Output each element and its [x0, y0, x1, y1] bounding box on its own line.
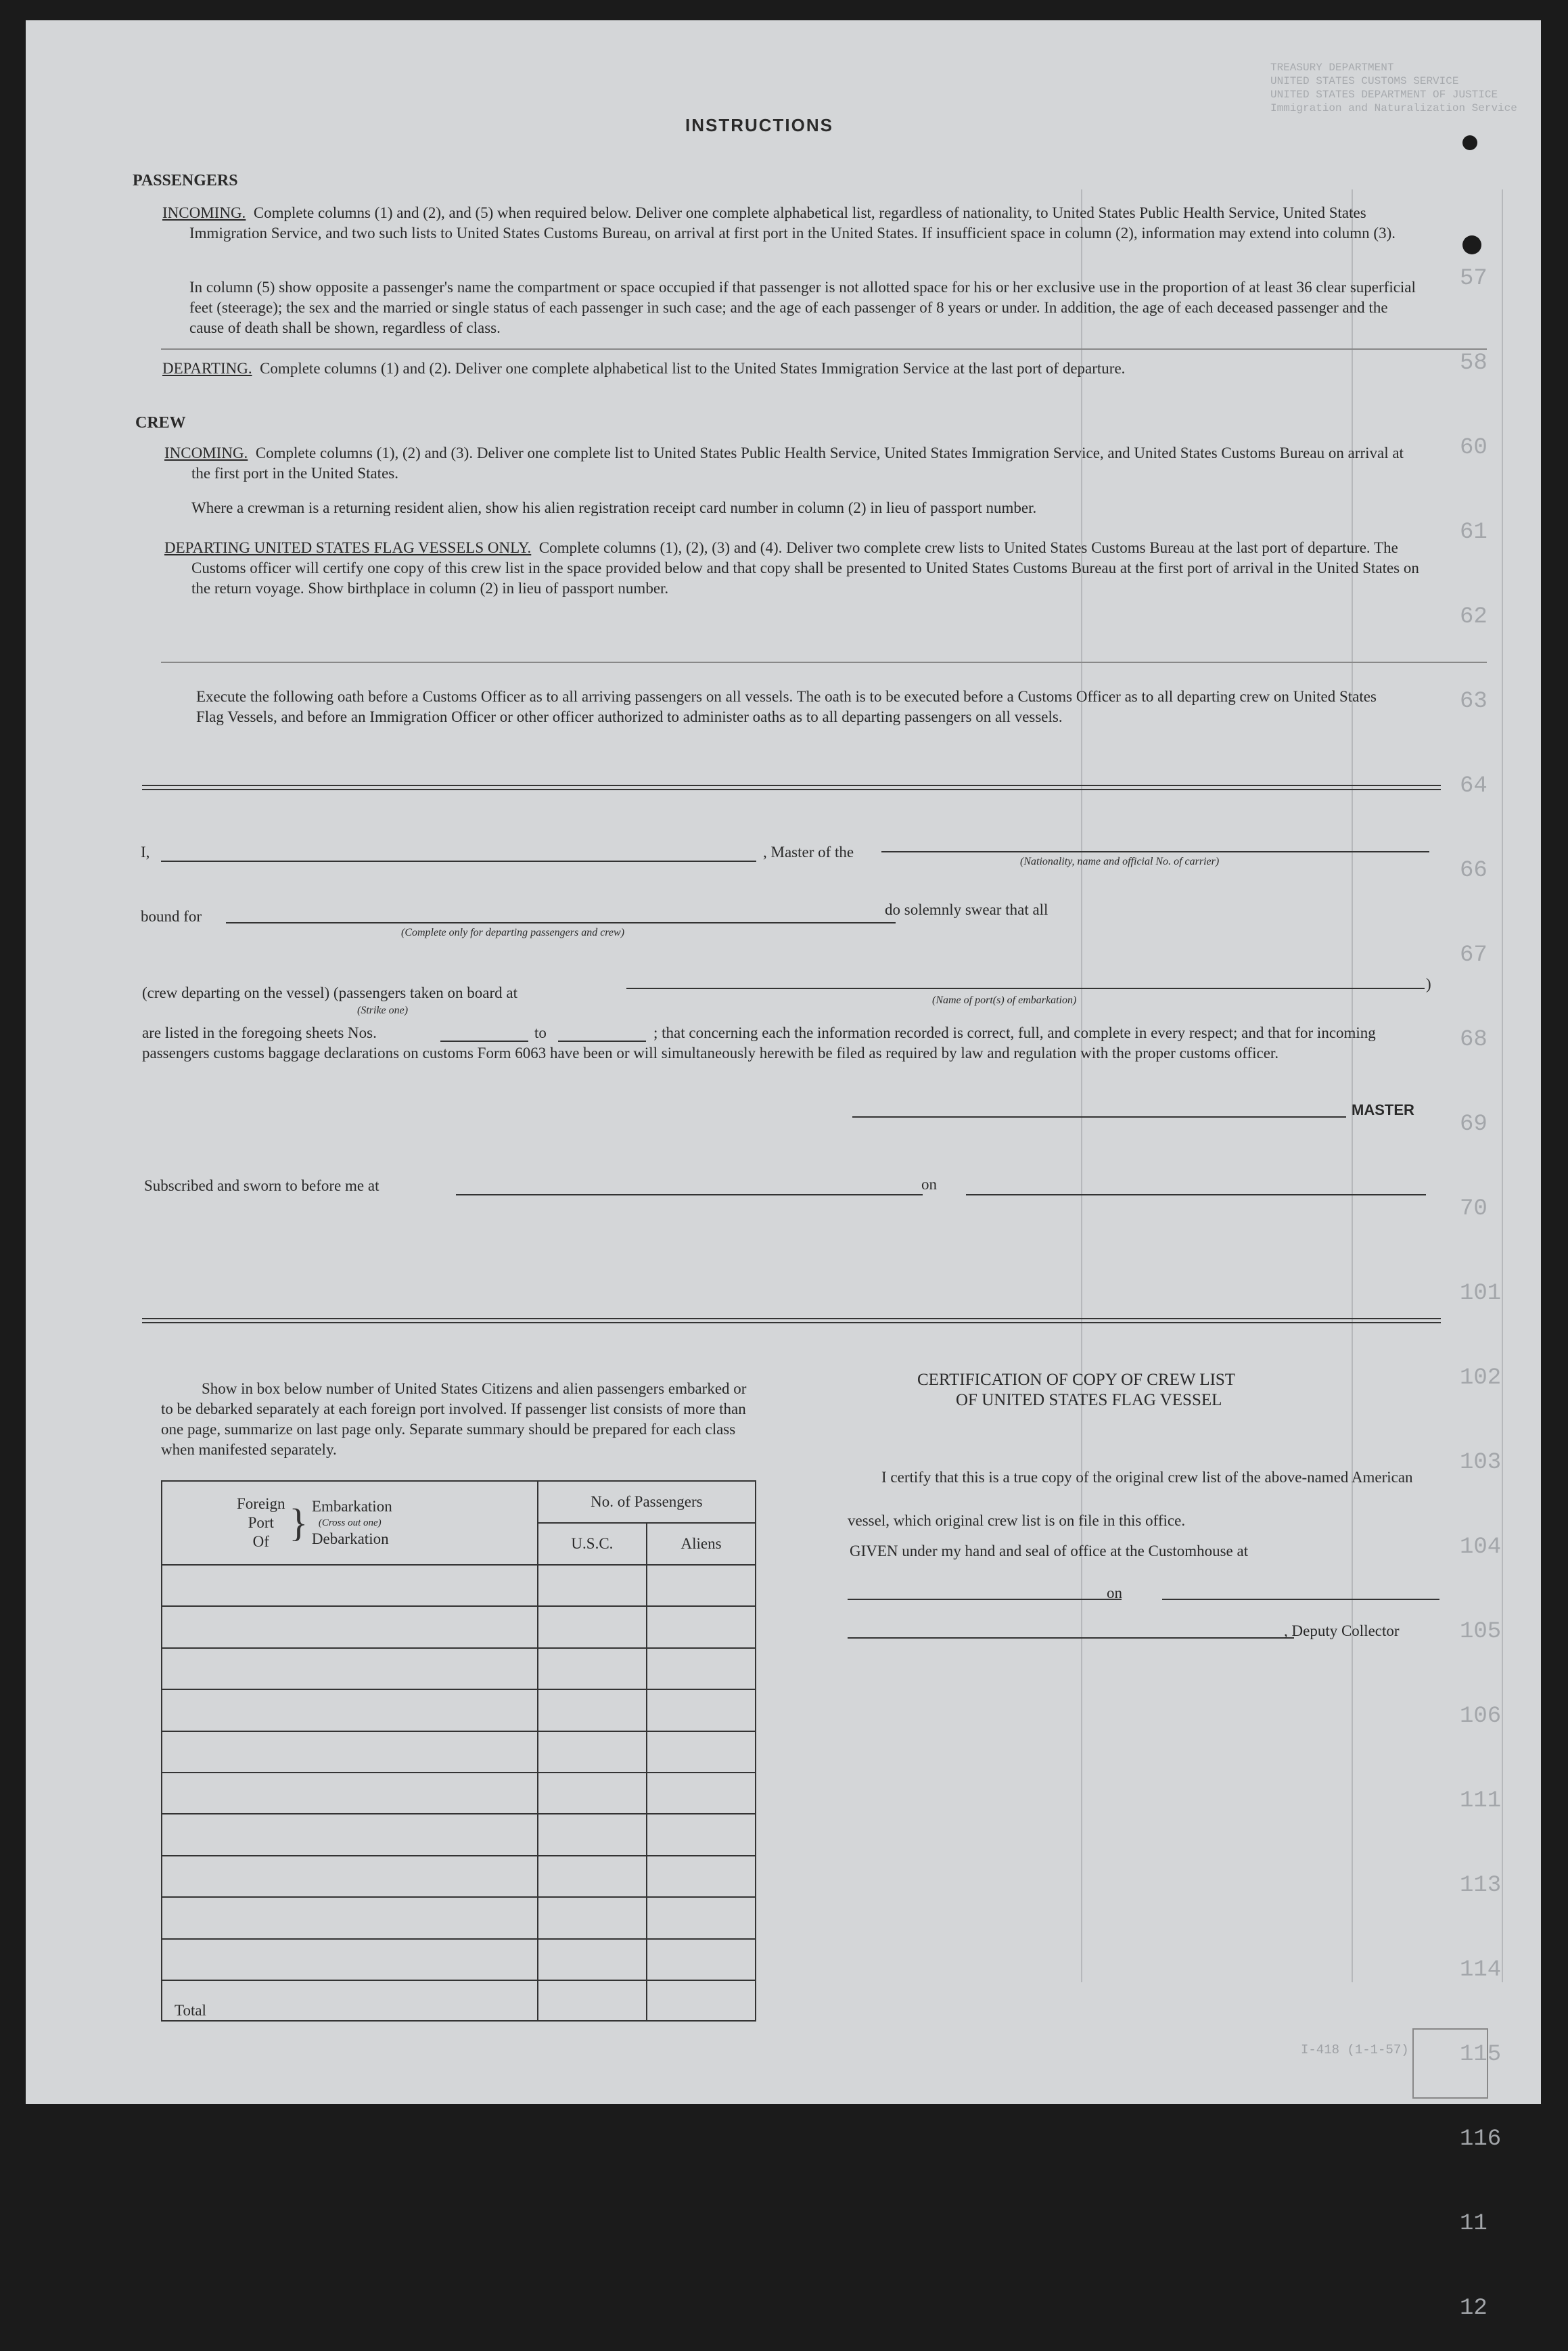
- table-row[interactable]: [162, 1731, 756, 1773]
- oath-listed-rest-text: ; that concerning each the information recorded is correct, full, and complete in every respect; and that for incoming passengers customs baggage declarations on customs Form 6063 have been or will simultaneously herewith be filed as required by law and regulation with the proper customs officer.: [142, 1024, 1376, 1062]
- carrier-field[interactable]: [881, 851, 1429, 852]
- passengers-column5-text: In column (5) show opposite a passenger's name the compartment or space occupied if that passenger is not allotted space for his or her exclusive use in the proportion of at least 36 clear superficial feet (steerage); the sex and the married or single status of each passenger in such case; and the age of each passenger of 8 years or under. In addition, the age of each deceased passenger and the cause of death shall be shown, regardless of class.: [189, 279, 1416, 336]
- passengers-incoming-label: INCOMING.: [162, 204, 246, 221]
- cert-place-field[interactable]: [848, 1599, 1122, 1600]
- table-row[interactable]: [162, 1814, 756, 1855]
- bound-for-field[interactable]: [226, 922, 896, 923]
- col-no-passengers: No. of Passengers: [538, 1481, 756, 1523]
- passengers-departing-text: Complete columns (1) and (2). Deliver one complete alphabetical list to the United States Immigration Service at the last port of departure.: [260, 360, 1126, 377]
- deputy-signature-field[interactable]: [848, 1637, 1294, 1639]
- col-of: Of: [252, 1533, 269, 1550]
- double-rule: [142, 785, 1441, 790]
- close-paren: ): [1426, 976, 1431, 992]
- page-title: INSTRUCTIONS: [685, 115, 833, 135]
- table-row[interactable]: [162, 1897, 756, 1938]
- table-row[interactable]: [162, 1606, 756, 1647]
- crew-heading: CREW: [135, 414, 186, 432]
- punch-hole: [1462, 235, 1481, 254]
- crew-departing-text: Complete columns (1), (2), (3) and (4). Deliver two complete crew lists to United States Customs Bureau at the last port of departure. The Customs officer will certify one copy of this crew list in the space provided below and that copy shall be presented to United States Customs Bureau at the first port of arrival in the United States on the return voyage. Show birthplace in column (2) in lieu of passport number.: [191, 539, 1419, 597]
- port-hint: (Name of port(s) of embarkation): [932, 995, 1077, 1006]
- strike-hint: (Strike one): [357, 1005, 409, 1016]
- subscribed-place-field[interactable]: [456, 1194, 923, 1195]
- table-row[interactable]: [162, 1773, 756, 1814]
- passenger-summary-table: [161, 1480, 756, 2022]
- cert-date-field[interactable]: [1162, 1599, 1439, 1600]
- form-number: I-418 (1-1-57): [1301, 2042, 1409, 2057]
- crew-resident: Where a crewman is a returning resident alien, show his alien registration receipt card number in column (2) in lieu of passport number.: [191, 499, 1037, 516]
- passengers-heading: PASSENGERS: [133, 172, 238, 189]
- table-row[interactable]: [162, 1939, 756, 1980]
- oath-swear: do solemnly swear that all: [885, 901, 1048, 918]
- carrier-hint: (Nationality, name and official No. of carrier): [1020, 856, 1220, 867]
- punch-hole: [1462, 135, 1477, 150]
- master-signature-field[interactable]: [852, 1116, 1346, 1118]
- col-usc: U.S.C.: [538, 1523, 647, 1565]
- table-row[interactable]: [162, 1648, 756, 1689]
- oath-to: to: [534, 1024, 547, 1041]
- double-rule: [142, 1318, 1441, 1323]
- divider: [161, 662, 1487, 663]
- oath-subscribed: Subscribed and sworn to before me at: [144, 1177, 379, 1194]
- col-aliens: Aliens: [647, 1523, 756, 1565]
- total-label: Total: [162, 1980, 538, 2021]
- bound-hint: (Complete only for departing passengers and crew): [401, 927, 625, 938]
- document-page: [26, 20, 1541, 2321]
- col-embarkation: Embarkation: [311, 1498, 392, 1515]
- summary-instructions: Show in box below number of United States Citizens and alien passengers embarked or to be debarked separately at each foreign port involved. If passenger list consists of more than one page, summarize on last page only. Separate summary should be prepared for each class when manifested separately.: [161, 1380, 747, 1458]
- cert-title-line2: OF UNITED STATES FLAG VESSEL: [956, 1391, 1222, 1409]
- col-cross-out: (Cross out one): [318, 1517, 382, 1528]
- cert-given: GIVEN under my hand and seal of office at the Customhouse at: [850, 1543, 1249, 1559]
- oath-master-of: , Master of the: [763, 844, 854, 861]
- master-name-field[interactable]: [161, 861, 756, 862]
- subscribed-date-field[interactable]: [966, 1194, 1426, 1195]
- passengers-departing-label: DEPARTING.: [162, 360, 252, 377]
- table-row[interactable]: [162, 1565, 756, 1606]
- oath-on: on: [921, 1176, 937, 1193]
- crew-departing: [164, 538, 1423, 599]
- col-debarkation: Debarkation: [311, 1530, 389, 1547]
- table-row[interactable]: [162, 1856, 756, 1897]
- brace-icon: }: [289, 1501, 308, 1545]
- oath-crew-departing: (crew departing on the vessel) (passengers taken on board at: [142, 984, 517, 1001]
- port-header: [162, 1481, 538, 1565]
- crew-departing-label: DEPARTING UNITED STATES FLAG VESSELS ONLY.: [164, 539, 532, 556]
- passengers-incoming-text: Complete columns (1) and (2), and (5) when required below. Deliver one complete alphabetical list, regardless of nationality, to United States Public Health Service, United States Immigration Service, and two such lists to United States Customs Bureau, on arrival at first port in the United States. If insufficient space in column (2), information may extend into column (3).: [189, 204, 1396, 242]
- cert-title-line1: CERTIFICATION OF COPY OF CREW LIST: [917, 1371, 1236, 1389]
- total-row[interactable]: [162, 1980, 756, 2021]
- oath-listed-rest: [142, 1023, 1427, 1064]
- oath-intro: Execute the following oath before a Customs Officer as to all arriving passengers on all vessels. The oath is to be executed before a Customs Officer as to all departing crew on United States Flag Vessels, and before an Immigration Officer or other officer authorized to administer oaths as to all departing passengers on all vessels.: [196, 688, 1377, 725]
- master-label: MASTER: [1352, 1101, 1414, 1118]
- cert-on: on: [1107, 1584, 1122, 1601]
- cert-certify: I certify that this is a true copy of the original crew list of the above-named American vessel, which original crew list is on file in this office.: [848, 1469, 1413, 1529]
- cert-deputy: , Deputy Collector: [1284, 1622, 1400, 1639]
- embarkation-port-field[interactable]: [626, 988, 1425, 989]
- crew-incoming-text: Complete columns (1), (2) and (3). Deliver one complete list to United States Public Health Service, United States Immigration Service, and United States Customs Bureau on arrival at the first port in the United States.: [191, 444, 1404, 482]
- oath-listed-prefix: are listed in the foregoing sheets Nos.: [142, 1024, 377, 1041]
- passengers-column5: [189, 277, 1421, 338]
- passengers-incoming: [162, 203, 1421, 244]
- bleed-through: 57 58 60 61 62 63 64 66 67 68 69 70 101 102 103 104 105 106 111 113 114 115 116 11 12 TREASURY DEPARTMENT UNITED STATES CUSTOMS SERVICE UNITED STATES DEPARTMENT OF JUSTICE Immigration and Naturalization Service: [26, 20, 1541, 2104]
- table-row[interactable]: [162, 1689, 756, 1731]
- col-port: Port: [248, 1514, 274, 1531]
- crew-incoming-label: INCOMING.: [164, 444, 248, 461]
- passengers-departing: [162, 359, 1421, 379]
- oath-bound-for: bound for: [141, 908, 202, 925]
- divider: [161, 348, 1487, 350]
- corner-stamp: [1412, 2028, 1488, 2099]
- oath-i-label: I,: [141, 844, 150, 861]
- col-foreign: Foreign: [237, 1495, 285, 1512]
- crew-incoming: [164, 443, 1423, 484]
